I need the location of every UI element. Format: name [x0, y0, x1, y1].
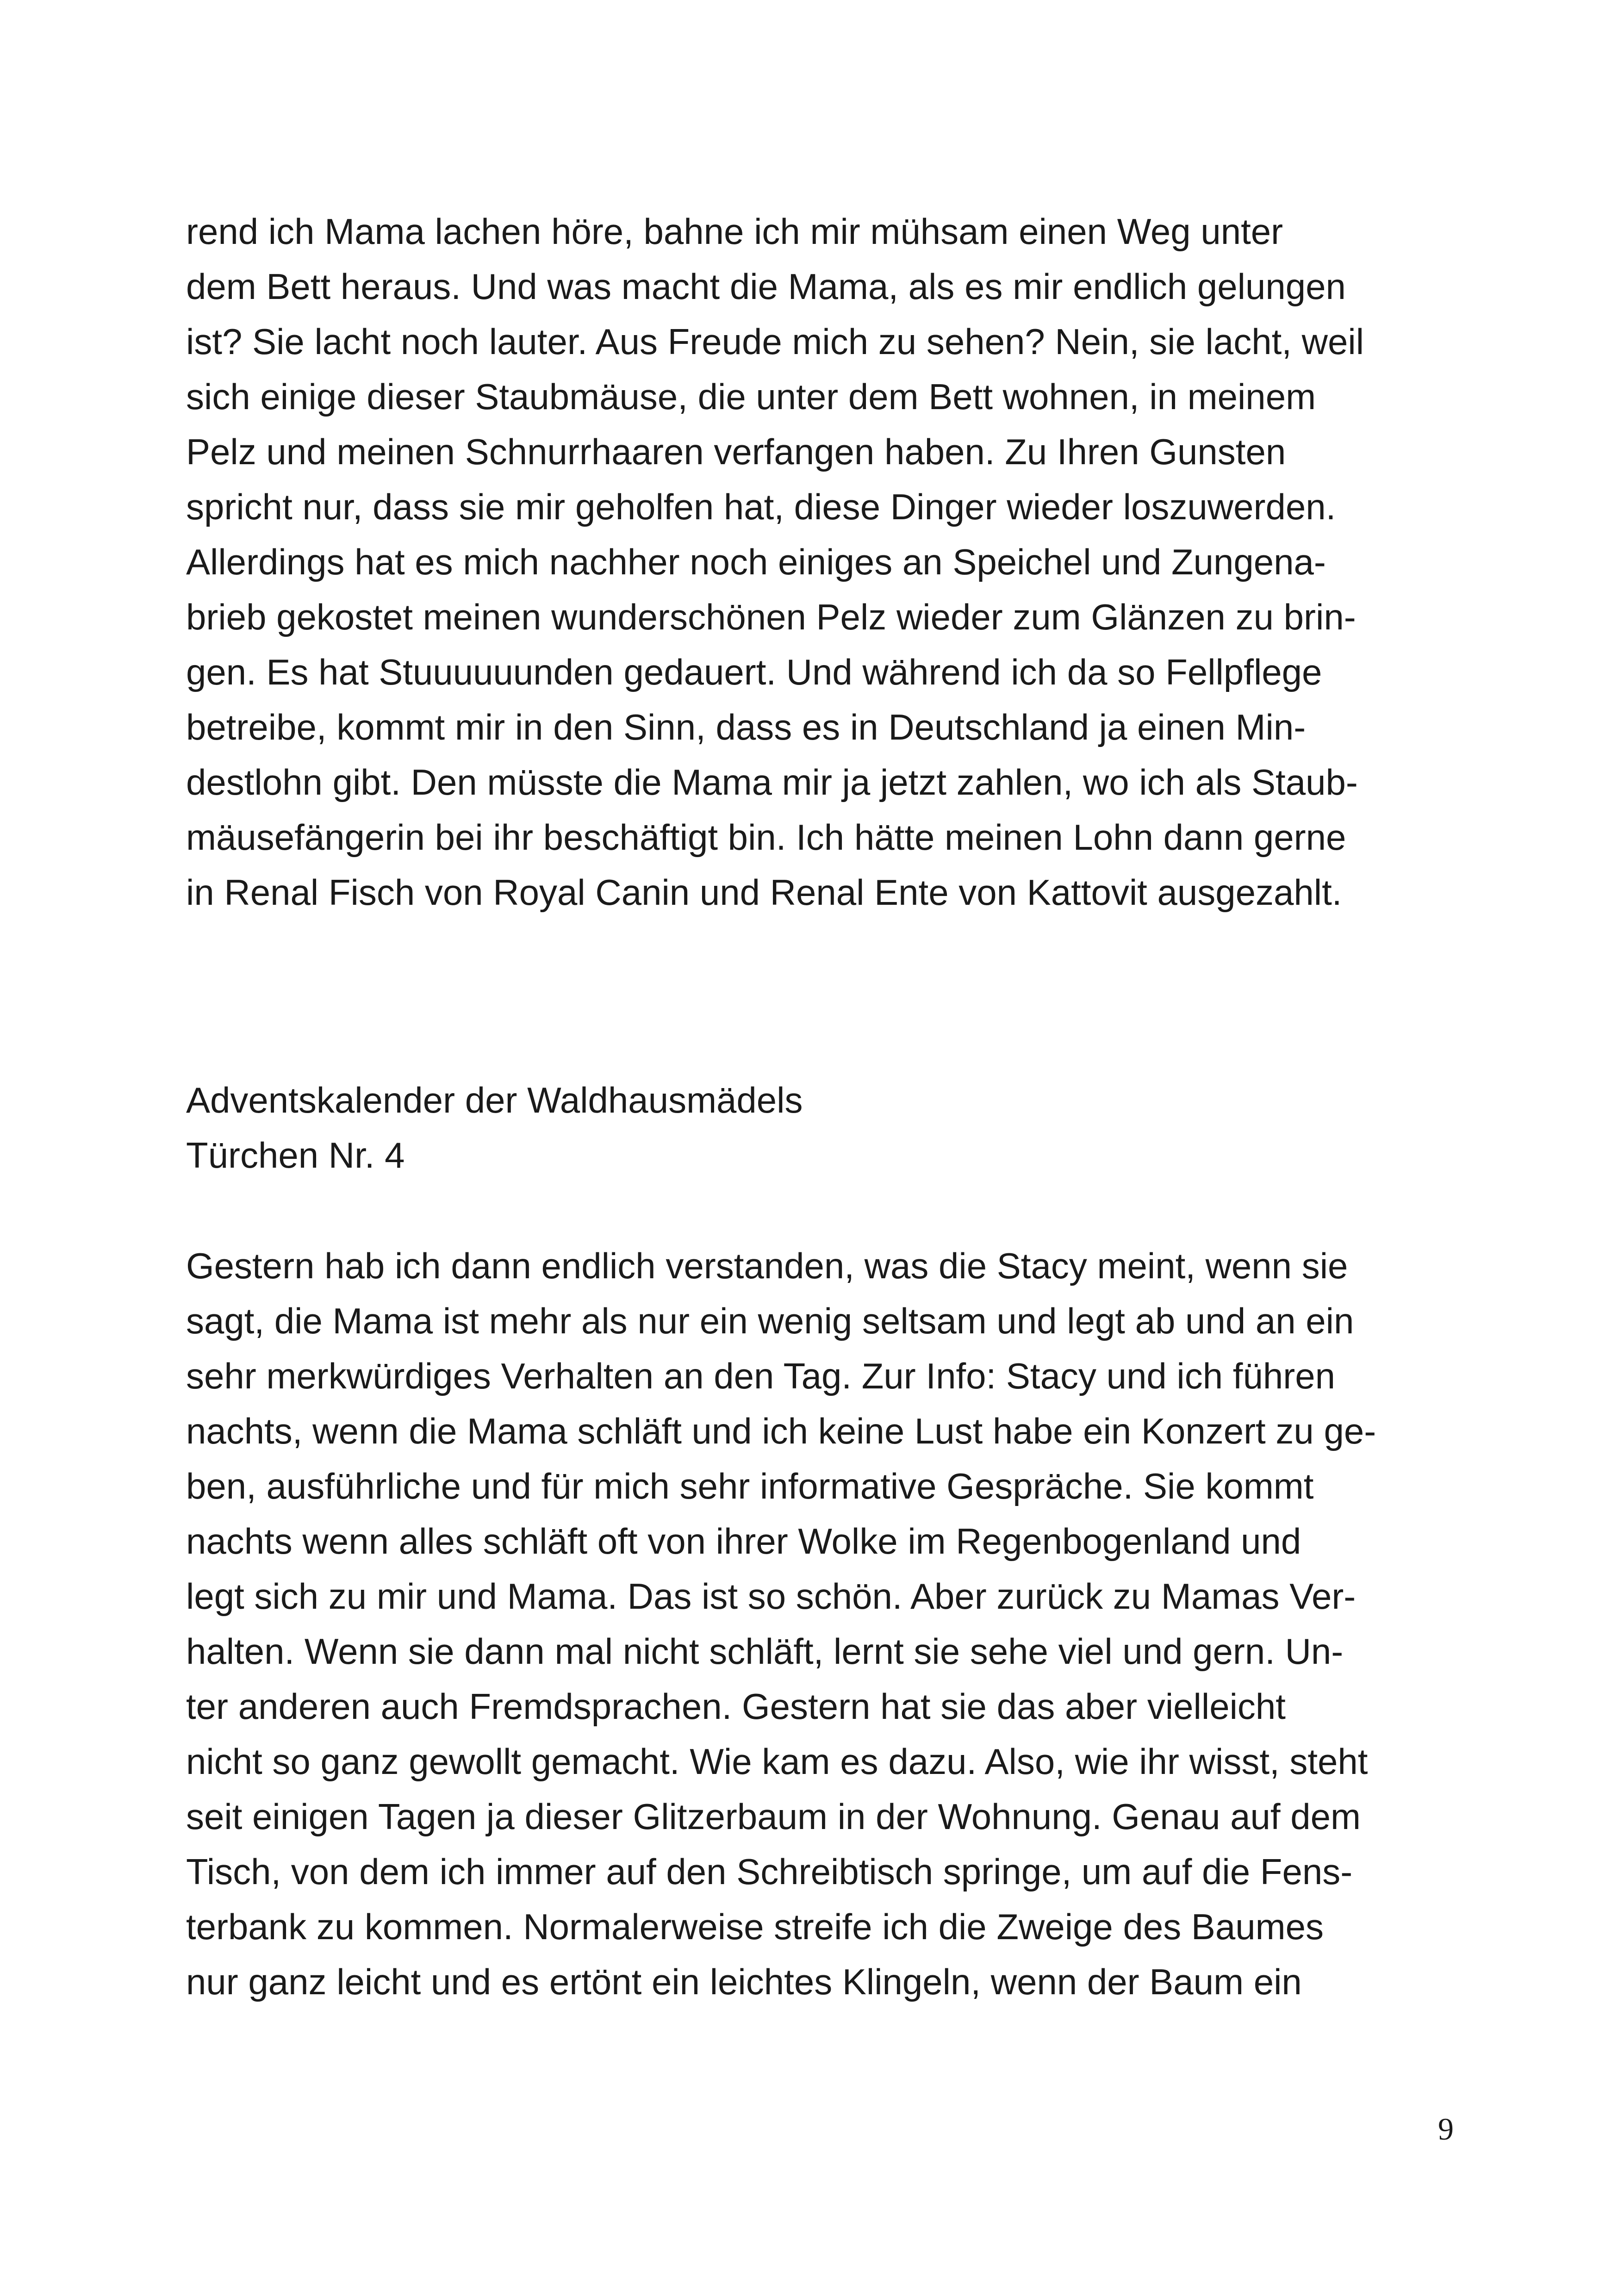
text-line: brieb gekostet meinen wunderschönen Pelz wieder zum Glänzen zu brin- — [186, 597, 1356, 637]
text-line: ist? Sie lacht noch lauter. Aus Freude mich zu sehen? Nein, sie lacht, weil — [186, 321, 1364, 362]
text-line: nicht so ganz gewollt gemacht. Wie kam es dazu. Also, wie ihr wisst, steht — [186, 1741, 1368, 1782]
page-number: 9 — [1438, 2111, 1454, 2147]
section-subtitle: Türchen Nr. 4 — [186, 1135, 405, 1176]
section-heading — [186, 1073, 1463, 1183]
text-line: nur ganz leicht und es ertönt ein leichtes Klingeln, wenn der Baum ein — [186, 1961, 1302, 2002]
text-line: ter anderen auch Fremdsprachen. Gestern hat sie das aber vielleicht — [186, 1686, 1286, 1727]
text-line: Tisch, von dem ich immer auf den Schreibtisch springe, um auf die Fens- — [186, 1851, 1353, 1892]
text-line: nachts, wenn die Mama schläft und ich keine Lust habe ein Konzert zu ge- — [186, 1411, 1376, 1451]
text-line: betreibe, kommt mir in den Sinn, dass es in Deutschland ja einen Min- — [186, 707, 1306, 747]
text-line: spricht nur, dass sie mir geholfen hat, diese Dinger wieder loszuwerden. — [186, 486, 1336, 527]
text-line: nachts wenn alles schläft oft von ihrer Wolke im Regenbogenland und — [186, 1521, 1301, 1562]
text-line: Allerdings hat es mich nachher noch einiges an Speichel und Zungena- — [186, 541, 1326, 582]
text-line: gen. Es hat Stuuuuuunden gedauert. Und während ich da so Fellpflege — [186, 652, 1322, 692]
text-line: dem Bett heraus. Und was macht die Mama, als es mir endlich gelungen — [186, 266, 1346, 307]
text-line: sehr merkwürdiges Verhalten an den Tag. Zur Info: Stacy und ich führen — [186, 1356, 1335, 1396]
text-line: Gestern hab ich dann endlich verstanden, was die Stacy meint, wenn sie — [186, 1245, 1348, 1286]
text-line: halten. Wenn sie dann mal nicht schläft, lernt sie sehe viel und gern. Un- — [186, 1631, 1344, 1672]
text-line: sich einige dieser Staubmäuse, die unter dem Bett wohnen, in meinem — [186, 376, 1316, 417]
text-line: rend ich Mama lachen höre, bahne ich mir mühsam einen Weg unter — [186, 211, 1283, 252]
text-line: seit einigen Tagen ja dieser Glitzerbaum in der Wohnung. Genau auf dem — [186, 1796, 1361, 1837]
text-line: legt sich zu mir und Mama. Das ist so schön. Aber zurück zu Mamas Ver- — [186, 1576, 1356, 1617]
text-line: destlohn gibt. Den müsste die Mama mir ja jetzt zahlen, wo ich als Staub- — [186, 762, 1358, 803]
text-line: in Renal Fisch von Royal Canin und Renal Ente von Kattovit ausgezahlt. — [186, 872, 1342, 913]
text-line: ben, ausführliche und für mich sehr informative Gespräche. Sie kommt — [186, 1466, 1314, 1506]
continuation-paragraph — [186, 204, 1463, 920]
section-title: Adventskalender der Waldhausmädels — [186, 1080, 803, 1120]
text-line: mäusefängerin bei ihr beschäftigt bin. Ich hätte meinen Lohn dann gerne — [186, 817, 1346, 858]
text-line: terbank zu kommen. Normalerweise streife ich die Zweige des Baumes — [186, 1906, 1324, 1947]
story-paragraph — [186, 1238, 1463, 2010]
text-line: Pelz und meinen Schnurrhaaren verfangen haben. Zu Ihren Gunsten — [186, 431, 1286, 472]
text-line: sagt, die Mama ist mehr als nur ein wenig seltsam und legt ab und an ein — [186, 1300, 1354, 1341]
